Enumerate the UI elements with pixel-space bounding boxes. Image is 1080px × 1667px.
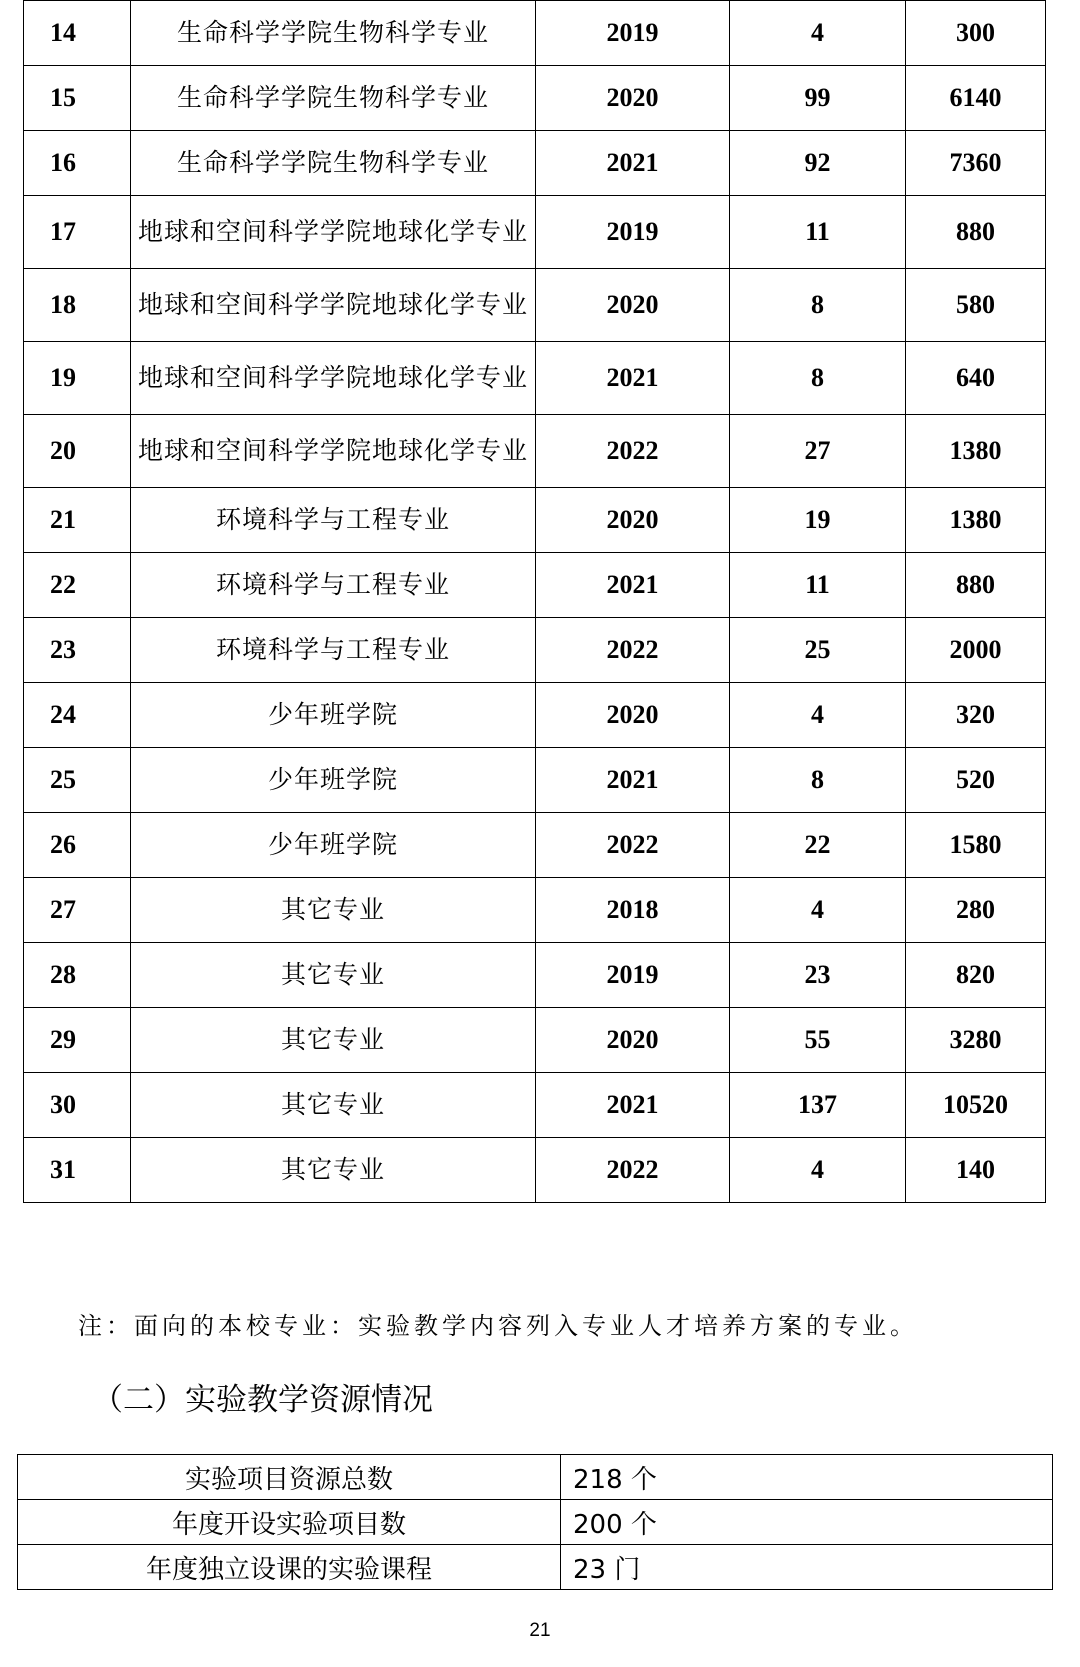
row-number: 30	[24, 1073, 131, 1138]
student-count: 4	[730, 1, 906, 66]
major-name: 环境科学与工程专业	[131, 553, 536, 618]
lab-hours: 3280	[906, 1008, 1046, 1073]
major-name: 地球和空间科学学院地球化学专业	[131, 269, 536, 342]
row-number: 17	[24, 196, 131, 269]
major-name: 其它专业	[131, 1138, 536, 1203]
row-number: 16	[24, 131, 131, 196]
major-name: 其它专业	[131, 943, 536, 1008]
table-row	[24, 488, 1046, 553]
resource-label: 实验项目资源总数	[18, 1455, 561, 1500]
enroll-year: 2019	[536, 943, 730, 1008]
table-row	[24, 813, 1046, 878]
student-count: 4	[730, 1138, 906, 1203]
major-name: 地球和空间科学学院地球化学专业	[131, 196, 536, 269]
student-count: 19	[730, 488, 906, 553]
section-heading: （二）实验教学资源情况	[92, 1382, 433, 1418]
row-number: 22	[24, 553, 131, 618]
row-number: 20	[24, 415, 131, 488]
resource-label: 年度开设实验项目数	[18, 1500, 561, 1545]
major-name: 环境科学与工程专业	[131, 488, 536, 553]
major-name: 生命科学学院生物科学专业	[131, 131, 536, 196]
major-name: 生命科学学院生物科学专业	[131, 66, 536, 131]
row-number: 21	[24, 488, 131, 553]
student-count: 8	[730, 269, 906, 342]
table-row	[24, 131, 1046, 196]
lab-hours: 280	[906, 878, 1046, 943]
student-count: 27	[730, 415, 906, 488]
enroll-year: 2020	[536, 66, 730, 131]
student-count: 8	[730, 748, 906, 813]
student-count: 137	[730, 1073, 906, 1138]
row-number: 23	[24, 618, 131, 683]
enroll-year: 2021	[536, 1073, 730, 1138]
resources-table	[17, 1454, 1053, 1590]
table-row	[24, 196, 1046, 269]
table-row	[24, 269, 1046, 342]
table-row	[24, 66, 1046, 131]
major-stats-table	[23, 0, 1046, 1203]
student-count: 22	[730, 813, 906, 878]
student-count: 4	[730, 878, 906, 943]
student-count: 25	[730, 618, 906, 683]
resource-value: 23 门	[561, 1545, 1053, 1590]
student-count: 11	[730, 196, 906, 269]
enroll-year: 2020	[536, 488, 730, 553]
lab-hours: 820	[906, 943, 1046, 1008]
table-row	[24, 342, 1046, 415]
lab-hours: 320	[906, 683, 1046, 748]
row-number: 26	[24, 813, 131, 878]
row-number: 27	[24, 878, 131, 943]
student-count: 23	[730, 943, 906, 1008]
resource-row	[18, 1455, 1053, 1500]
lab-hours: 7360	[906, 131, 1046, 196]
lab-hours: 6140	[906, 66, 1046, 131]
student-count: 4	[730, 683, 906, 748]
table-row	[24, 1073, 1046, 1138]
lab-hours: 10520	[906, 1073, 1046, 1138]
major-stats-body	[24, 1, 1046, 1203]
table-row	[24, 878, 1046, 943]
lab-hours: 1380	[906, 488, 1046, 553]
lab-hours: 880	[906, 196, 1046, 269]
major-name: 少年班学院	[131, 813, 536, 878]
table-row	[24, 415, 1046, 488]
row-number: 31	[24, 1138, 131, 1203]
enroll-year: 2021	[536, 748, 730, 813]
major-name: 地球和空间科学学院地球化学专业	[131, 342, 536, 415]
enroll-year: 2022	[536, 618, 730, 683]
lab-hours: 1380	[906, 415, 1046, 488]
enroll-year: 2020	[536, 269, 730, 342]
enroll-year: 2020	[536, 1008, 730, 1073]
resource-value: 218 个	[561, 1455, 1053, 1500]
table-row	[24, 1008, 1046, 1073]
table-row	[24, 1138, 1046, 1203]
enroll-year: 2019	[536, 1, 730, 66]
lab-hours: 640	[906, 342, 1046, 415]
row-number: 28	[24, 943, 131, 1008]
lab-hours: 520	[906, 748, 1046, 813]
major-name: 其它专业	[131, 1008, 536, 1073]
resource-row	[18, 1500, 1053, 1545]
enroll-year: 2022	[536, 813, 730, 878]
table-note: 注：面向的本校专业：实验教学内容列入专业人才培养方案的专业。	[78, 1312, 918, 1340]
resource-label: 年度独立设课的实验课程	[18, 1545, 561, 1590]
enroll-year: 2021	[536, 553, 730, 618]
student-count: 92	[730, 131, 906, 196]
lab-hours: 1580	[906, 813, 1046, 878]
resource-value: 200 个	[561, 1500, 1053, 1545]
row-number: 14	[24, 1, 131, 66]
major-name: 少年班学院	[131, 748, 536, 813]
table-row	[24, 618, 1046, 683]
major-name: 其它专业	[131, 1073, 536, 1138]
student-count: 99	[730, 66, 906, 131]
student-count: 8	[730, 342, 906, 415]
major-name: 环境科学与工程专业	[131, 618, 536, 683]
resource-row	[18, 1545, 1053, 1590]
row-number: 29	[24, 1008, 131, 1073]
enroll-year: 2021	[536, 131, 730, 196]
major-name: 其它专业	[131, 878, 536, 943]
enroll-year: 2022	[536, 415, 730, 488]
lab-hours: 300	[906, 1, 1046, 66]
major-name: 地球和空间科学学院地球化学专业	[131, 415, 536, 488]
major-name: 生命科学学院生物科学专业	[131, 1, 536, 66]
enroll-year: 2020	[536, 683, 730, 748]
student-count: 55	[730, 1008, 906, 1073]
table-row	[24, 1, 1046, 66]
row-number: 19	[24, 342, 131, 415]
row-number: 24	[24, 683, 131, 748]
table-row	[24, 683, 1046, 748]
enroll-year: 2021	[536, 342, 730, 415]
table-row	[24, 553, 1046, 618]
student-count: 11	[730, 553, 906, 618]
table-row	[24, 943, 1046, 1008]
enroll-year: 2022	[536, 1138, 730, 1203]
enroll-year: 2018	[536, 878, 730, 943]
row-number: 18	[24, 269, 131, 342]
lab-hours: 140	[906, 1138, 1046, 1203]
row-number: 25	[24, 748, 131, 813]
major-name: 少年班学院	[131, 683, 536, 748]
table-row	[24, 748, 1046, 813]
lab-hours: 2000	[906, 618, 1046, 683]
enroll-year: 2019	[536, 196, 730, 269]
row-number: 15	[24, 66, 131, 131]
lab-hours: 580	[906, 269, 1046, 342]
page-number: 21	[529, 1620, 551, 1641]
lab-hours: 880	[906, 553, 1046, 618]
